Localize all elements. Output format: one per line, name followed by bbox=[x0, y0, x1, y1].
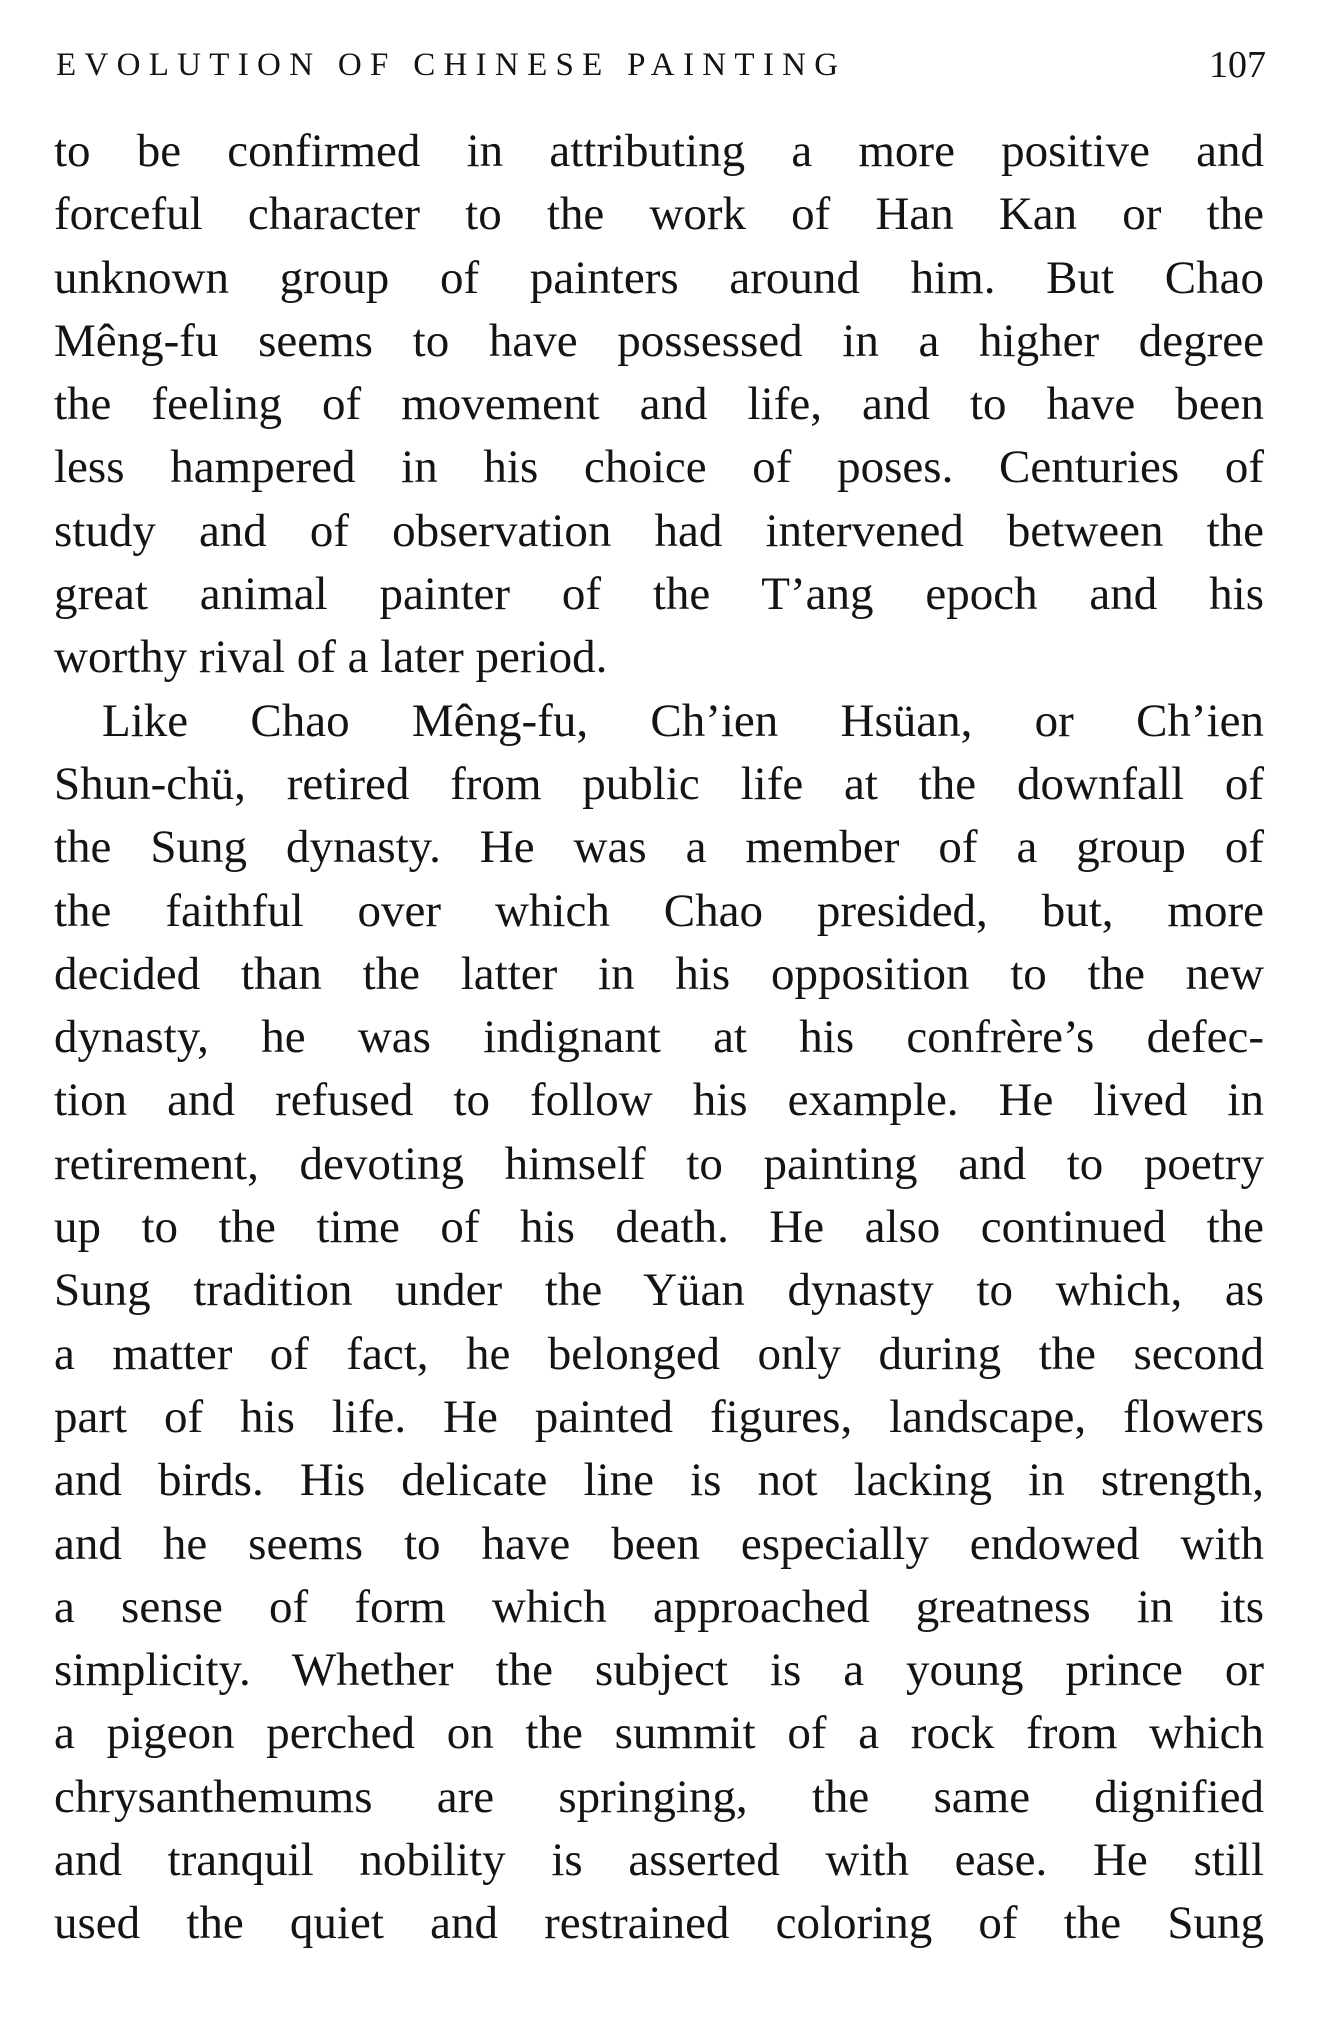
text-line: worthy rival of a later period. bbox=[54, 631, 608, 684]
text-line: retirement, devoting himself to painting and to poetry bbox=[54, 1137, 1264, 1190]
text-line: less hampered in his choice of poses. Centuries of bbox=[54, 441, 1264, 494]
text-line: used the quiet and restrained coloring of the Sung bbox=[54, 1897, 1264, 1950]
text-line: great animal painter of the T’ang epoch and his bbox=[54, 568, 1264, 621]
text-line: part of his life. He painted figures, landscape, flowers bbox=[54, 1390, 1264, 1443]
text-line: a sense of form which approached greatness in its bbox=[54, 1580, 1264, 1633]
text-line: simplicity. Whether the subject is a young prince or bbox=[54, 1644, 1264, 1697]
text-line: Like Chao Mêng-fu, Ch’ien Hsüan, or Ch’ien bbox=[102, 694, 1264, 747]
text-line: and he seems to have been especially endowed with bbox=[54, 1517, 1264, 1570]
text-line: the Sung dynasty. He was a member of a group of bbox=[54, 821, 1264, 874]
text-line: tion and refused to follow his example. He lived in bbox=[54, 1074, 1264, 1127]
text-line: the feeling of movement and life, and to have been bbox=[54, 378, 1264, 431]
text-line: dynasty, he was indignant at his confrère’s defec- bbox=[54, 1011, 1264, 1064]
running-head bbox=[56, 40, 1266, 90]
text-line: chrysanthemums are springing, the same dignified bbox=[54, 1770, 1264, 1823]
text-line: a pigeon perched on the summit of a rock from which bbox=[54, 1707, 1264, 1760]
text-line: Mêng-fu seems to have possessed in a higher degree bbox=[54, 314, 1264, 367]
text-line: and tranquil nobility is asserted with ease. He still bbox=[54, 1834, 1264, 1887]
text-line: forceful character to the work of Han Kan or the bbox=[54, 188, 1264, 241]
text-line: Sung tradition under the Yüan dynasty to which, as bbox=[54, 1264, 1264, 1317]
page-number: 107 bbox=[1209, 44, 1266, 86]
text-line: Shun-chü, retired from public life at the downfall of bbox=[54, 757, 1264, 810]
text-line: the faithful over which Chao presided, but, more bbox=[54, 884, 1264, 937]
running-head-title: EVOLUTION OF CHINESE PAINTING bbox=[56, 47, 847, 83]
text-line: study and of observation had intervened between the bbox=[54, 504, 1264, 557]
text-line: to be confirmed in attributing a more positive and bbox=[54, 125, 1264, 177]
text-line: a matter of fact, he belonged only during the second bbox=[54, 1327, 1264, 1380]
body-text bbox=[54, 120, 1264, 1956]
text-line: unknown group of painters around him. But Chao bbox=[54, 251, 1264, 304]
text-line: up to the time of his death. He also continued the bbox=[54, 1201, 1264, 1254]
text-line: decided than the latter in his opposition to the new bbox=[54, 947, 1264, 1000]
text-line: and birds. His delicate line is not lacking in strength, bbox=[54, 1454, 1264, 1507]
